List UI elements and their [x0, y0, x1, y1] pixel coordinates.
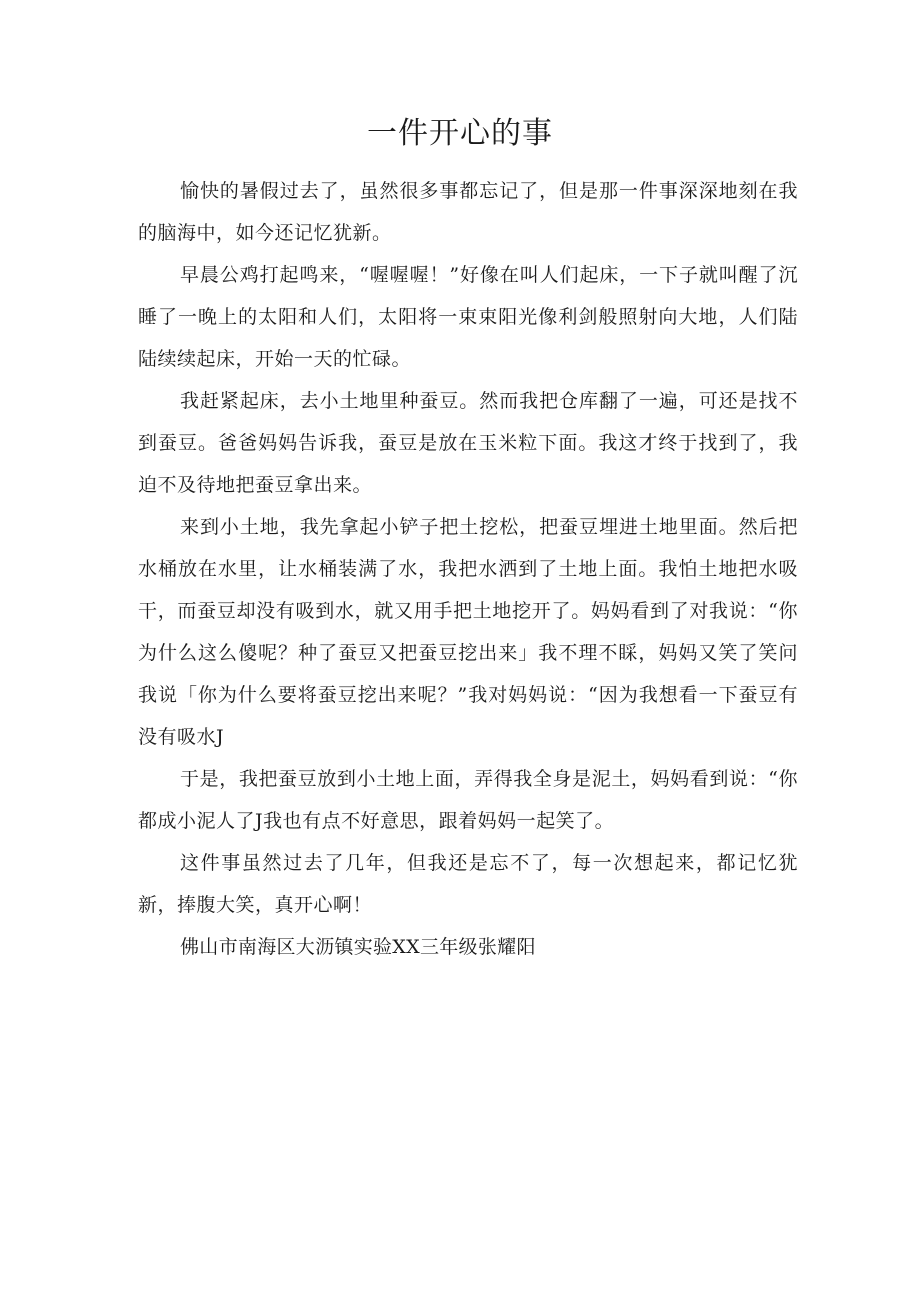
paragraph-1: 愉快的暑假过去了，虽然很多事都忘记了，但是那一件事深深地刻在我的脑海中，如今还记忆犹新。	[138, 180, 798, 244]
paragraph-6: 这件事虽然过去了几年，但我还是忘不了，每一次想起来，都记忆犹新，捧腹大笑，真开心啊！	[138, 852, 798, 916]
document-body	[138, 170, 798, 968]
document-title: 一件开心的事	[367, 116, 553, 151]
paragraph-2: 早晨公鸡打起鸣来，“喔喔喔！”好像在叫人们起床，一下子就叫醒了沉睡了一晚上的太阳和人们，太阳将一束束阳光像利剑般照射向大地，人们陆陆续续起床，开始一天的忙碌。	[138, 264, 798, 370]
author-signature: 佛山市南海区大沥镇实验XX三年级张耀阳	[180, 936, 536, 958]
paragraph-4: 来到小土地，我先拿起小铲子把土挖松，把蚕豆埋进土地里面。然后把水桶放在水里，让水桶装满了水，我把水洒到了土地上面。我怕土地把水吸干，而蚕豆却没有吸到水，就又用手把土地挖开了。妈妈看到了对我说：“你为什么这么傻呢？种了蚕豆又把蚕豆挖出来」我不理不睬，妈妈又笑了笑问我说「你为什么要将蚕豆挖出来呢？”我对妈妈说：“因为我想看一下蚕豆有没有吸水J	[138, 516, 798, 748]
paragraph-5: 于是，我把蚕豆放到小土地上面，弄得我全身是泥土，妈妈看到说：“你都成小泥人了J我也有点不好意思，跟着妈妈一起笑了。	[138, 768, 798, 832]
paragraph-3: 我赶紧起床，去小土地里种蚕豆。然而我把仓库翻了一遍，可还是找不到蚕豆。爸爸妈妈告诉我，蚕豆是放在玉米粒下面。我这才终于找到了，我迫不及待地把蚕豆拿出来。	[138, 390, 798, 496]
